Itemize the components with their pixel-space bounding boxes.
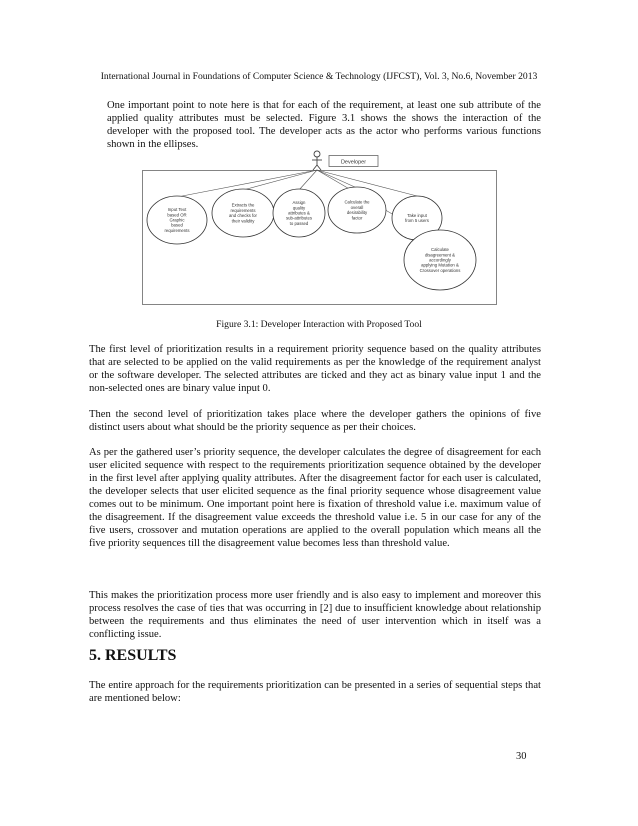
use-case-diagram (142, 150, 497, 305)
journal-header: International Journal in Foundations of Computer Science & Technology (IJFCST), Vol. 3, No.6, November 2013 (100, 71, 538, 82)
usecase-label-3: Assign quality attributes & sub-attributes to passed (285, 200, 313, 226)
actor-stick-figure (312, 151, 322, 170)
actor-label: Developer (340, 159, 367, 166)
paragraph-second-level: Then the second level of prioritization takes place where the developer gathers the opinions of five distinct users about what should be the priority sequence as per their choices. (89, 409, 541, 433)
usecase-label-5: Take input from 5 users (405, 212, 429, 224)
figure-caption: Figure 3.1: Developer Interaction with Proposed Tool (216, 319, 422, 330)
paragraph-disagreement: As per the gathered user’s priority sequence, the developer calculates the degree of disagreement for each user elicited sequence with respect to the requirements prioritization sequence obtained by the developer in the first level after applying quality attributes. After the disagreement factor for each user is calculated, the developer selects that user elicited sequence as the final priority sequence whose disagreement value comes out to be minimum. One important point here is fixation of threshold value i.e. maximum value of the disagreement. If the disagreement value exceeds the threshold value i.e. 5 in our case for any of the five users, crossover and mutation operations are applied to the overall population which means all the five priority sequences till the disagreement value becomes less than threshold value. (89, 447, 541, 549)
usecase-label-4: Calculate the overall desirability factor (344, 199, 370, 221)
usecase-label-6: Calculate disagreement & accordingly applying Mutation & Crossover operations (419, 247, 461, 273)
paragraph-intro: One important point to note here is that for each of the requirement, at least one sub attribute of the applied quality attributes must be selected. Figure 3.1 shows the shows the interaction of the developer with the proposed tool. The developer acts as the actor who performs various functions shown in the ellipses. (107, 100, 541, 150)
paragraph-user-friendly: This makes the prioritization process more user friendly and is also easy to implement and moreover this process resolves the case of ties that was occurring in [2] due to insufficient knowledge about relationship between the requirements and thus eliminates the need of user intervention which in itself was a conflicting issue. (89, 590, 541, 640)
page-number: 30 (516, 751, 527, 762)
paragraph-steps-intro: The entire approach for the requirements prioritization can be presented in a series of sequential steps that are mentioned below: (89, 680, 541, 704)
paragraph-first-level: The first level of prioritization results in a requirement priority sequence based on the quality attributes that are selected to be applied on the valid requirements as per the knowledge of the requirement analyst or the software developer. The selected attributes are ticked and they act as binary value input 1 and the non-selected ones are binary value input 0. (89, 344, 541, 394)
usecase-label-2: Extracts the requirements and checks for their validity (229, 202, 257, 224)
section-heading-results: 5. RESULTS (89, 647, 177, 664)
usecase-label-1: Input Text based OR Graphic based requirements (164, 207, 190, 233)
